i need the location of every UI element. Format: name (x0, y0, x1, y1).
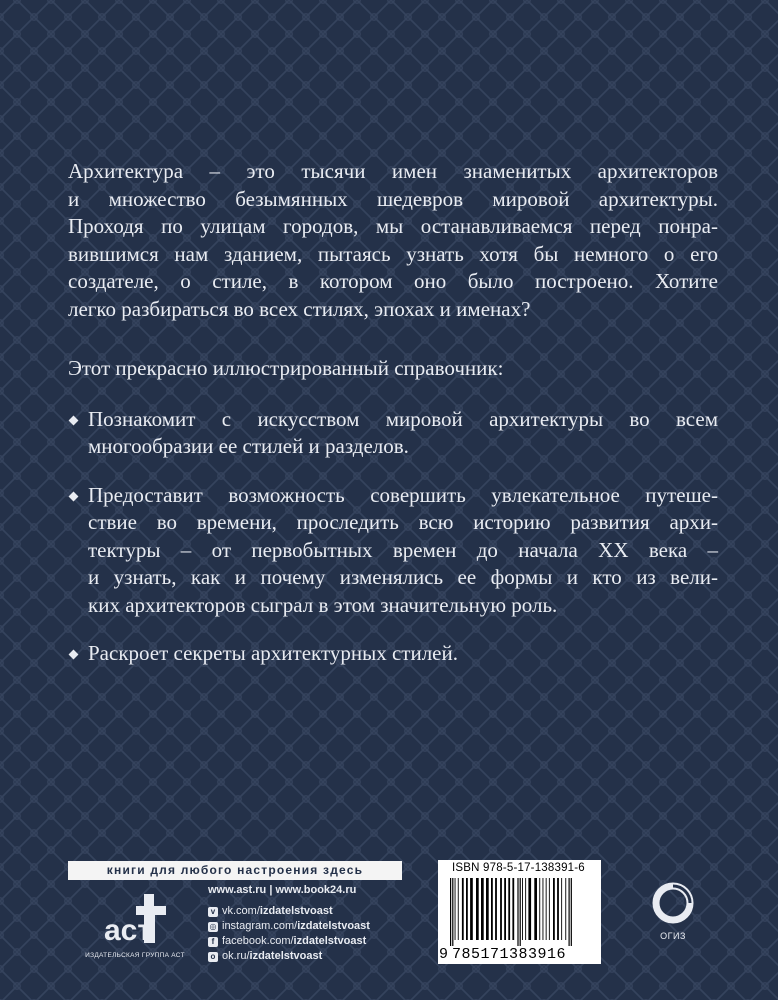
ogiz-ring-icon (651, 879, 695, 929)
social-link-ok[interactable] (208, 949, 408, 964)
social-link-instagram[interactable] (208, 919, 408, 934)
bullet-line: ствие во времени, проследить всю историю развития архи- (88, 510, 718, 534)
website-links[interactable]: www.ast.ru | www.book24.ru (208, 884, 357, 896)
feature-list (68, 406, 718, 668)
intro-line: Проходя по улицам городов, мы останавливаемся перед понра- (68, 214, 718, 238)
odnoklassniki-icon: o (208, 952, 218, 962)
list-item (68, 640, 718, 668)
ogiz-logo (651, 879, 695, 949)
list-item (68, 406, 718, 461)
bullet-line: Предоставит возможность совершить увлекательное путеше- (88, 482, 718, 507)
bullet-line: ких архитекторов сыграл в этом значительную роль. (88, 592, 558, 617)
isbn-number: ISBN 978-5-17-138391-6 (452, 862, 585, 874)
vk-icon: v (208, 907, 218, 917)
annotation-text (68, 158, 718, 689)
intro-line: Архитектура – это тысячи имен знаменитых архитекторов (68, 159, 718, 183)
intro-line: вившимся нам зданием, пытаясь узнать хотя бы немного о его (68, 241, 718, 266)
social-handle: izdatelstvoast (259, 905, 333, 917)
ogiz-label: ОГИЗ (660, 931, 686, 941)
publisher-name: ИЗДАТЕЛЬСКАЯ ГРУППА АСТ (85, 952, 185, 959)
social-prefix: ok.ru/ (222, 950, 250, 962)
instagram-icon: ◎ (209, 921, 217, 931)
social-link-vk[interactable] (208, 904, 408, 919)
social-prefix: facebook.com/ (222, 935, 294, 947)
bullet-line: Познакомит с искусством мировой архитектуры во всем (88, 406, 718, 431)
bullet-line: и узнать, как и почему изменялись ее формы и кто из вели- (88, 565, 718, 589)
slogan-banner: книги для любого настроения здесь (68, 861, 402, 880)
social-prefix: vk.com/ (222, 905, 260, 917)
social-prefix: instagram.com/ (222, 920, 298, 932)
intro-line: и множество безымянных шедевров мировой архитектуры. (68, 186, 718, 211)
ast-logo-mark-icon (70, 888, 200, 950)
bullet-line: Раскроет секреты архитектурных стилей. (88, 641, 458, 665)
facebook-icon: f (208, 937, 218, 947)
bullet-line: тектуры – от первобытных времен до начала XX века – (88, 537, 718, 562)
barcode (438, 860, 601, 964)
diamond-bullet-icon (69, 650, 79, 660)
bullet-line: многообразии ее стилей и разделов. (88, 434, 409, 458)
barcode-bars-icon (438, 878, 601, 946)
intro-paragraph (68, 158, 718, 323)
social-handle: izdatelstvoast (249, 950, 323, 962)
diamond-bullet-icon (69, 415, 79, 425)
ast-logo-text: аст (104, 914, 153, 947)
diamond-bullet-icon (69, 491, 79, 501)
publisher-links (208, 884, 408, 964)
social-link-facebook[interactable] (208, 934, 408, 949)
social-handle: izdatelstvoast (293, 935, 367, 947)
intro-line: создателе, о стиле, в котором оно было построено. Хотите (68, 269, 718, 293)
ast-logo (70, 888, 200, 988)
barcode-first-digit: 9 (439, 946, 449, 963)
lead-paragraph: Этот прекрасно иллюстрированный справочник: (68, 356, 504, 380)
barcode-rest-digits: 785171383916 (452, 946, 567, 963)
intro-line: легко разбираться во всех стилях, эпохах и именах? (68, 296, 531, 321)
list-item (68, 482, 718, 620)
social-handle: izdatelstvoast (297, 920, 370, 932)
